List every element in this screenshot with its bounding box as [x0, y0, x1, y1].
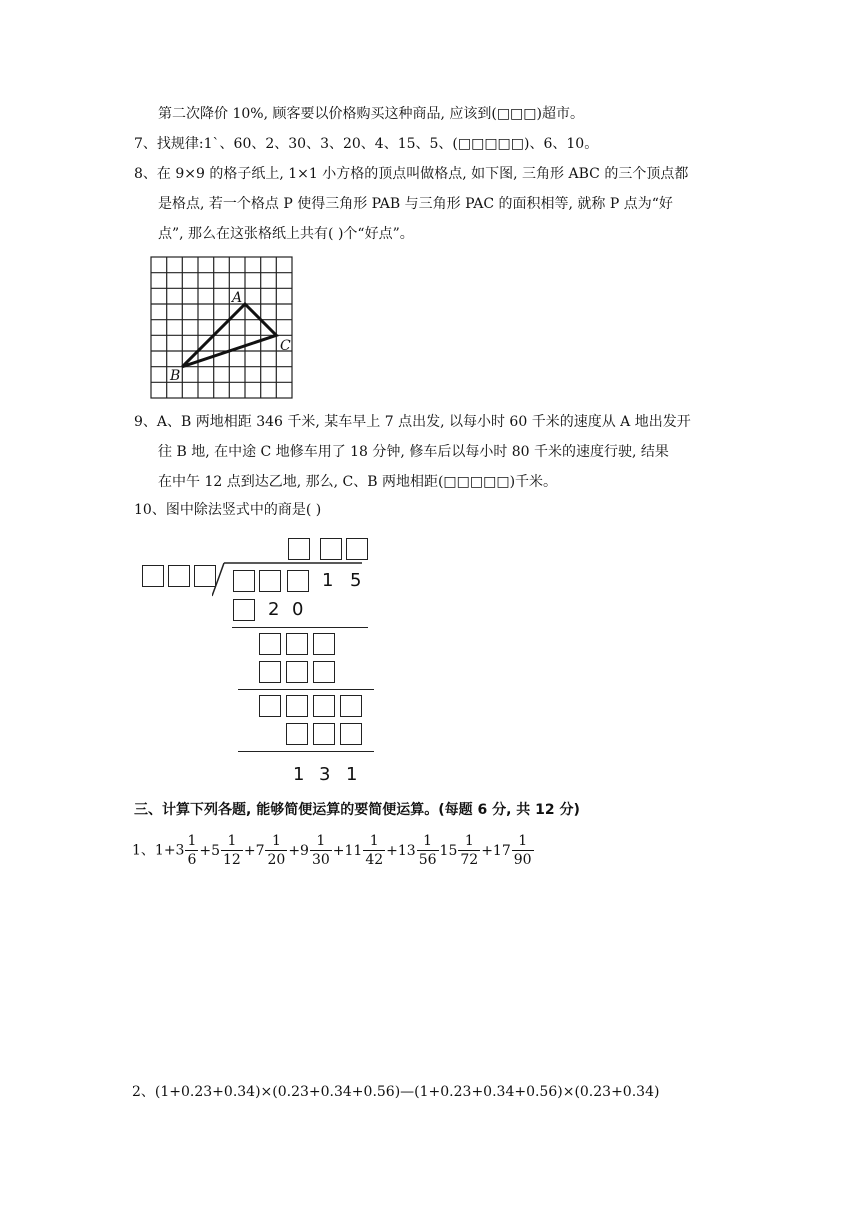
- question-10: 10、图中除法竖式中的商是( ): [134, 502, 322, 518]
- product-digit: 2: [268, 599, 280, 620]
- final-remainder-digit: 3: [319, 764, 331, 785]
- remainder-box: [313, 633, 335, 655]
- dividend-box: [259, 570, 281, 592]
- quotient-box: [320, 538, 342, 560]
- final-remainder-digit: 1: [346, 764, 358, 785]
- operator-term: +13: [386, 842, 416, 859]
- fraction: [185, 832, 198, 869]
- remainder-box: [286, 695, 308, 717]
- fraction-numerator: 1: [512, 832, 534, 851]
- calc-1-expression: [132, 832, 535, 869]
- fraction-denominator: 20: [267, 852, 286, 868]
- point-label-a: A: [232, 290, 243, 306]
- operator-term: +11: [332, 842, 363, 859]
- dividend-box: [233, 570, 255, 592]
- fraction-denominator: 12: [223, 852, 241, 868]
- fraction-denominator: 30: [311, 852, 330, 868]
- fraction: [265, 832, 287, 869]
- calc-2-expression: 2、(1+0.23+0.34)×(0.23+0.34+0.56)—(1+0.23+0.34+0.56)×(0.23+0.34): [132, 1084, 660, 1100]
- fraction-numerator: 1: [417, 832, 439, 851]
- dividend-box: [287, 570, 309, 592]
- operator-term: +9: [288, 842, 309, 859]
- fraction-numerator: 1: [310, 832, 332, 851]
- fraction-denominator: 56: [418, 852, 437, 868]
- quotient-box: [288, 538, 310, 560]
- division-rule: [238, 689, 374, 690]
- question-8-line-2: 是格点, 若一个格点 P 使得三角形 PAB 与三角形 PAC 的面积相等, 就称 P 点为“好: [158, 196, 673, 212]
- question-6-continuation: 第二次降价 10%, 顾客要以价格购买这种商品, 应该到(□□□)超市。: [158, 106, 584, 122]
- final-remainder-digit: 1: [293, 764, 305, 785]
- product-box: [286, 661, 308, 683]
- divisor-box: [142, 565, 164, 587]
- remainder-box: [340, 695, 362, 717]
- calc-1-terms: [184, 833, 534, 868]
- remainder-box: [259, 695, 281, 717]
- product-box: [313, 661, 335, 683]
- product-box: [286, 723, 308, 745]
- fraction-numerator: 1: [458, 832, 480, 851]
- division-rule: [238, 751, 374, 752]
- division-rule: [232, 627, 368, 628]
- question-7: 7、找规律:1`、60、2、30、3、20、4、15、5、(□□□□□)、6、10。: [134, 136, 599, 152]
- operator-term: +17: [481, 842, 511, 859]
- fraction: [310, 832, 332, 869]
- point-label-c: C: [280, 338, 291, 354]
- remainder-box: [313, 695, 335, 717]
- fraction: [417, 832, 439, 869]
- remainder-box: [286, 633, 308, 655]
- fraction: [363, 832, 385, 869]
- fraction-denominator: 42: [365, 852, 384, 868]
- question-8-line-1: 8、在 9×9 的格子纸上, 1×1 小方格的顶点叫做格点, 如下图, 三角形 ABC 的三个顶点都: [134, 166, 689, 182]
- fraction-denominator: 6: [187, 852, 197, 868]
- question-8-line-3: 点”, 那么在这张格纸上共有( )个“好点”。: [158, 226, 414, 242]
- divisor-box: [168, 565, 190, 587]
- question-9-line-2: 往 B 地, 在中途 C 地修车用了 18 分钟, 修车后以每小时 80 千米的速度行驶, 结果: [158, 444, 669, 460]
- fraction-numerator: 1: [221, 832, 243, 851]
- quotient-box: [346, 538, 368, 560]
- calc-1-prefix: 1、1+3: [132, 842, 185, 859]
- question-9-line-1: 9、A、B 两地相距 346 千米, 某车早上 7 点出发, 以每小时 60 千米的速度从 A 地出发开: [134, 414, 691, 430]
- fraction-denominator: 72: [460, 852, 479, 868]
- product-box: [259, 661, 281, 683]
- fraction: [221, 832, 243, 869]
- fraction-numerator: 1: [265, 832, 287, 851]
- product-box: [313, 723, 335, 745]
- question-9-line-3: 在中午 12 点到达乙地, 那么, C、B 两地相距(□□□□□)千米。: [158, 474, 558, 490]
- dividend-digit: 5: [350, 570, 362, 591]
- fraction-denominator: 90: [513, 852, 532, 868]
- operator-term: 15: [439, 842, 458, 859]
- section-3-heading: 三、计算下列各题, 能够简便运算的要简便运算。(每题 6 分, 共 12 分): [134, 802, 580, 818]
- product-box: [233, 599, 255, 621]
- dividend-digit: 1: [322, 570, 334, 591]
- remainder-box: [259, 633, 281, 655]
- fraction-numerator: 1: [187, 833, 197, 849]
- fraction: [458, 832, 480, 869]
- product-digit: 0: [292, 599, 304, 620]
- point-label-b: B: [170, 368, 181, 384]
- product-box: [340, 723, 362, 745]
- fraction-numerator: 1: [363, 832, 385, 851]
- fraction: [512, 832, 534, 869]
- operator-term: +5: [199, 842, 221, 859]
- operator-term: +7: [243, 842, 265, 859]
